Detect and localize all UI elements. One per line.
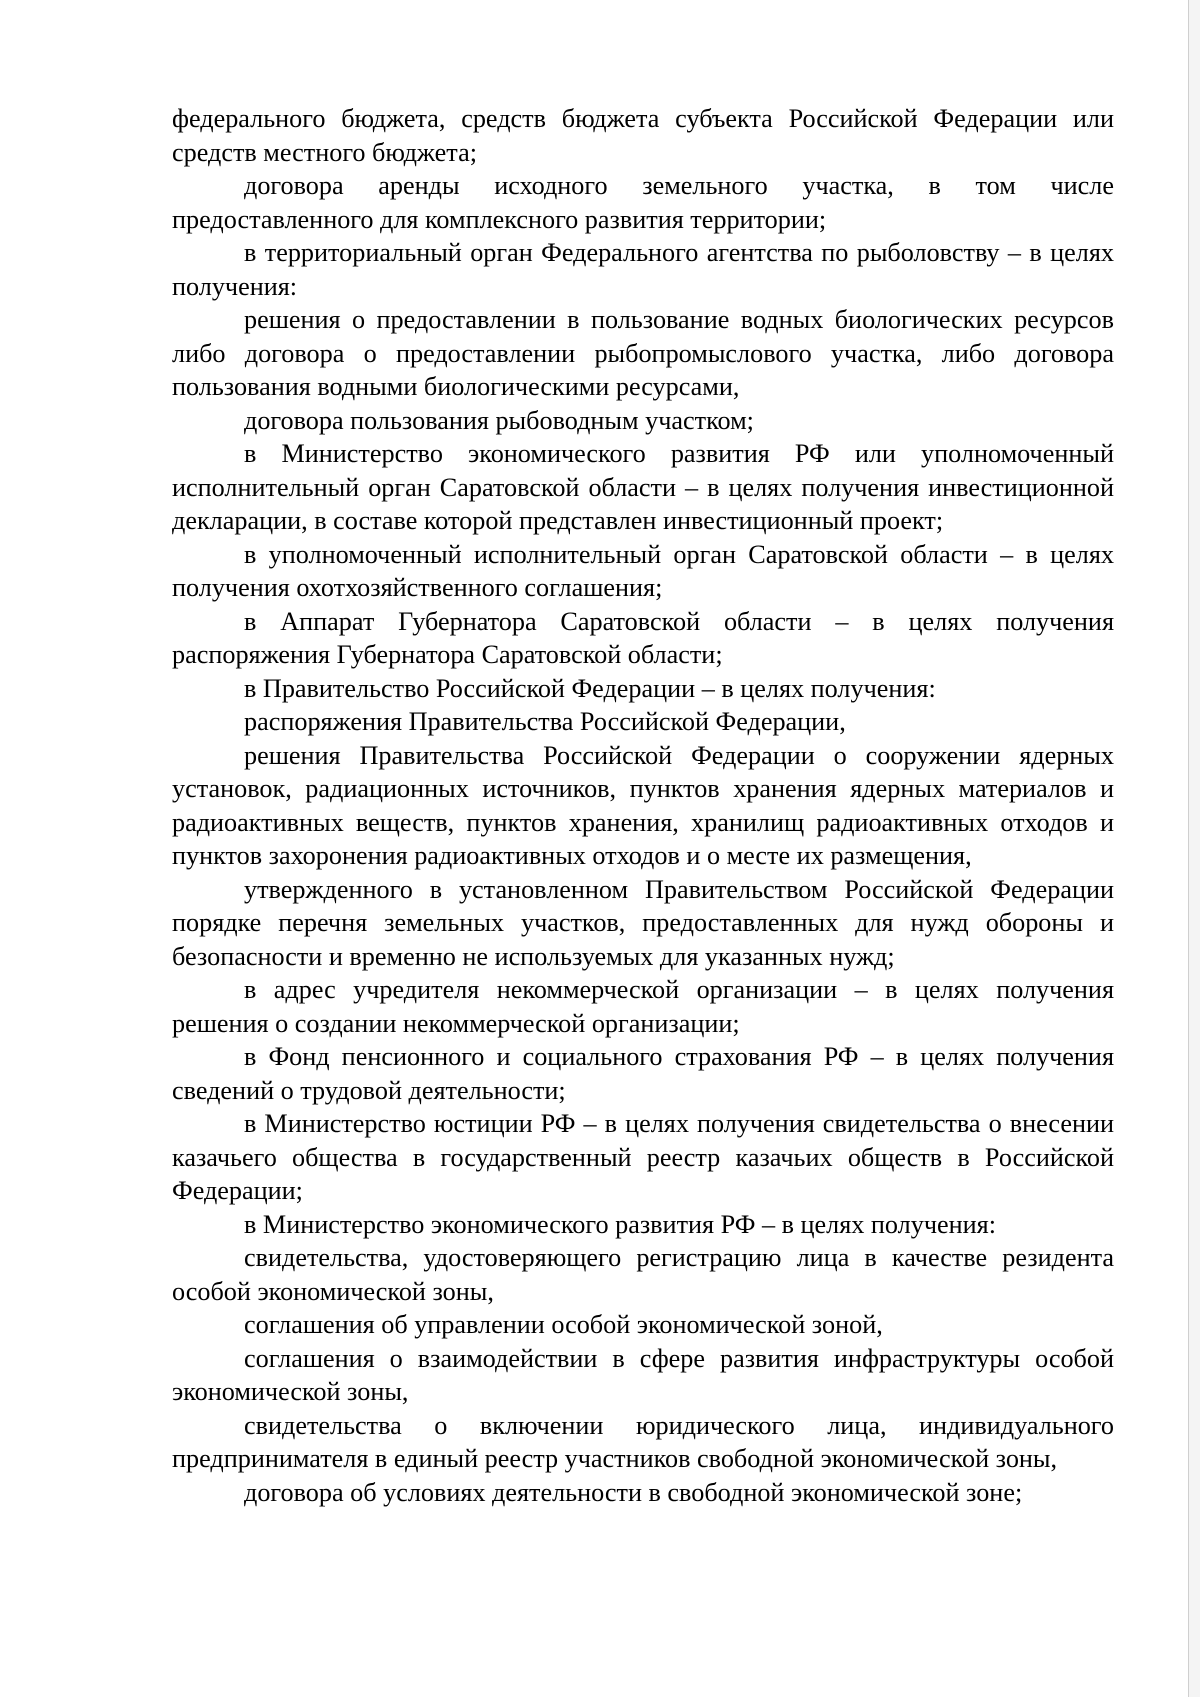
paragraph-6: в Министерство экономического развития РФ или уполномоченный исполнительный орган Саратовской области – в целях получения инвестиционной декларации, в составе которой представлен инвестиционный проект; (172, 439, 1114, 535)
paragraph-10: распоряжения Правительства Российской Федерации, (244, 707, 846, 736)
paragraph-20: свидетельства о включении юридического лица, индивидуального предпринимателя в единый реестр участников свободной экономической зоны, (172, 1410, 1114, 1473)
paragraph-13: в адрес учредителя некоммерческой организации – в целях получения решения о создании некоммерческой организации; (172, 975, 1114, 1038)
paragraph-11: решения Правительства Российской Федерации о сооружении ядерных установок, радиационных источников, пунктов хранения ядерных материалов и радиоактивных веществ, пунктов хранения, хранилищ радиоактивных отходов и пунктов захоронения радиоактивных отходов и о месте их размещения, (172, 740, 1114, 870)
document-body (172, 102, 1114, 1509)
paragraph-19: соглашения о взаимодействии в сфере развития инфраструктуры особой экономической зоны, (172, 1343, 1114, 1406)
paragraph-8: в Аппарат Губернатора Саратовской области – в целях получения распоряжения Губернатора Саратовской области; (172, 606, 1114, 669)
paragraph-18: соглашения об управлении особой экономической зоной, (244, 1310, 883, 1339)
paragraph-12: утвержденного в установленном Правительством Российской Федерации порядке перечня земельных участков, предоставленных для нужд обороны и безопасности и временно не используемых для указанных нужд; (172, 874, 1114, 971)
paragraph-4: решения о предоставлении в пользование водных биологических ресурсов либо договора о предоставлении рыбопромыслового участка, либо договора пользования водными биологическими ресурсами, (172, 305, 1114, 401)
paragraph-17: свидетельства, удостоверяющего регистрацию лица в качестве резидента особой экономической зоны, (172, 1243, 1114, 1306)
paragraph-16: в Министерство экономического развития РФ – в целях получения: (244, 1209, 996, 1239)
paragraph-1: федерального бюджета, средств бюджета субъекта Российской Федерации или средств местного бюджета; (172, 104, 1114, 167)
paragraph-21: договора об условиях деятельности в свободной экономической зоне; (244, 1477, 1023, 1507)
paragraph-5: договора пользования рыбоводным участком; (244, 405, 754, 435)
paragraph-2: договора аренды исходного земельного участка, в том числе предоставленного для комплексного развития территории; (172, 171, 1114, 234)
paragraph-15: в Министерство юстиции РФ – в целях получения свидетельства о внесении казачьего общества в государственный реестр казачьих обществ в Российской Федерации; (172, 1109, 1114, 1205)
paragraph-9: в Правительство Российской Федерации – в целях получения: (244, 673, 936, 703)
paragraph-7: в уполномоченный исполнительный орган Саратовской области – в целях получения охотхозяйственного соглашения; (172, 539, 1114, 602)
paragraph-3: в территориальный орган Федерального агентства по рыболовству – в целях получения: (172, 238, 1114, 301)
paragraph-14: в Фонд пенсионного и социального страхования РФ – в целях получения сведений о трудовой деятельности; (172, 1042, 1114, 1105)
page-edge (1188, 0, 1200, 1697)
